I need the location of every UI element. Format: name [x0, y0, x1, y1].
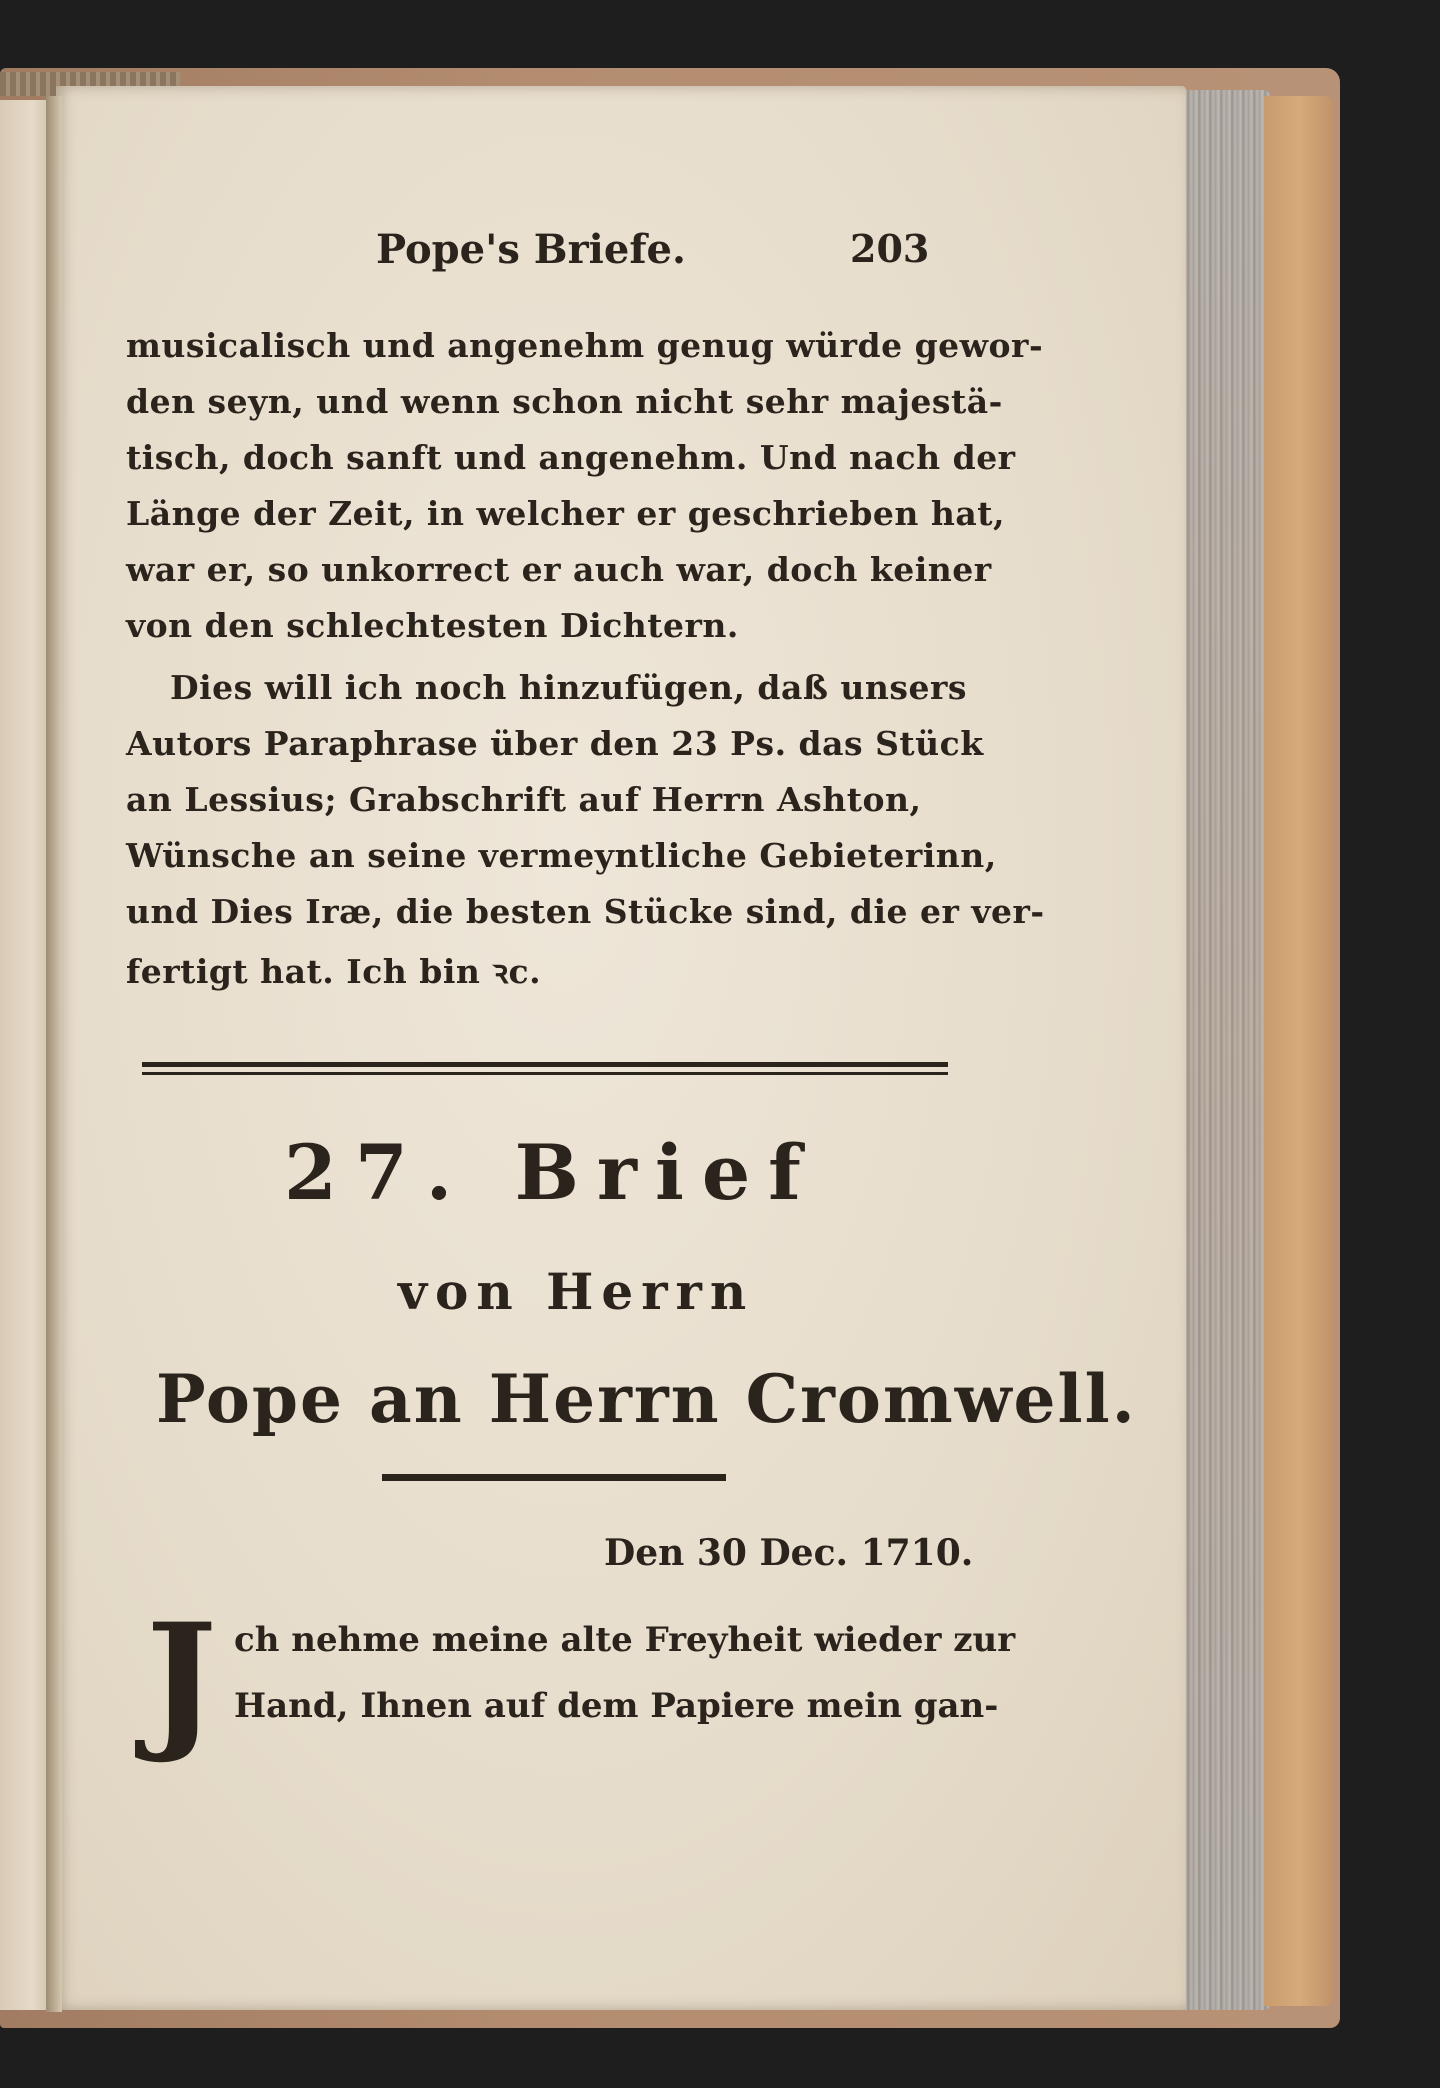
page-gutter: [46, 96, 62, 2012]
body-line: den seyn, und wenn schon nicht sehr majestä-: [126, 382, 1003, 421]
body-line: Autors Paraphrase über den 23 Ps. das Stück: [126, 724, 984, 763]
opening-line: Hand, Ihnen auf dem Papiere mein gan-: [234, 1686, 999, 1726]
letter-subheading: von Herrn: [398, 1262, 755, 1321]
body-line: an Lessius; Grabschrift auf Herrn Ashton,: [126, 780, 922, 819]
letter-title: Pope an Herrn Cromwell.: [156, 1360, 1137, 1438]
body-line: musicalisch und angenehm genug würde gewor-: [126, 326, 1044, 365]
body-line: tisch, doch sanft und angenehm. Und nach der: [126, 438, 1016, 477]
body-line: fertigt hat. Ich bin ꝛc.: [126, 952, 542, 991]
body-line: und Dies Iræ, die besten Stücke sind, die er ver-: [126, 892, 1045, 931]
body-line-paragraph-start: Dies will ich noch hinzufügen, daß unsers: [170, 668, 967, 707]
body-line: war er, so unkorrect er auch war, doch keiner: [126, 550, 992, 589]
section-divider: [142, 1062, 948, 1078]
drop-cap: J: [146, 1591, 217, 1767]
letter-number-heading: 27. Brief: [284, 1128, 819, 1217]
body-line: von den schlechtesten Dichtern.: [126, 606, 739, 645]
body-line: Wünsche an seine vermeyntliche Gebieterinn,: [126, 836, 997, 875]
page-number: 203: [850, 226, 930, 271]
running-title: Pope's Briefe.: [376, 226, 686, 273]
cover-board-edge: [1264, 96, 1334, 2006]
body-line: Länge der Zeit, in welcher er geschrieben hat,: [126, 494, 1006, 533]
letter-date: Den 30 Dec. 1710.: [604, 1532, 974, 1574]
title-rule: [382, 1474, 726, 1481]
opening-line: ch nehme meine alte Freyheit wieder zur: [234, 1620, 1016, 1660]
